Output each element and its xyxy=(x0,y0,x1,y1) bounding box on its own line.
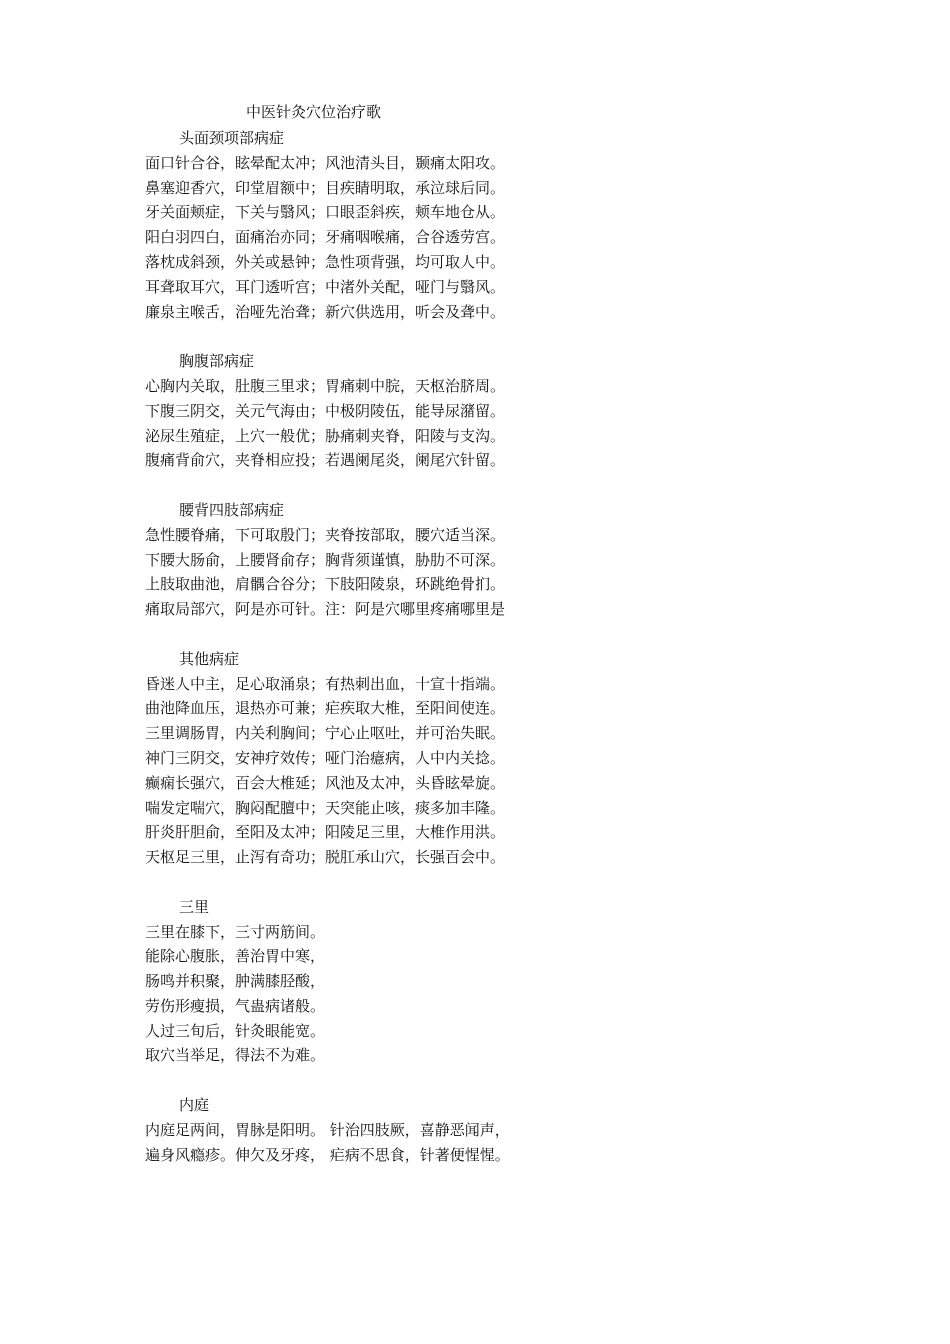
verse-line: 肝炎肝胆俞，至阳及太冲；阳陵足三里，大椎作用洪。 xyxy=(145,823,506,842)
document-title: 中医针灸穴位治疗歌 xyxy=(246,103,382,121)
section-neiting xyxy=(145,1093,845,1167)
verse-line: 癫痫长强穴，百会大椎延；风池及太冲，头昏眩晕旋。 xyxy=(145,773,506,792)
verse-line: 内庭足两间，胃脉是阳明。 针治四肢厥，喜静恶闻声， xyxy=(145,1120,510,1139)
verse-line: 心胸内关取，肚腹三里求；胃痛刺中脘，天枢治脐周。 xyxy=(145,376,506,395)
section-spacer xyxy=(145,1068,845,1093)
section-other-conditions xyxy=(145,647,845,870)
verse-line: 下腰大肠俞，上腰肾俞存；胸背须谨慎，胁肋不可深。 xyxy=(145,550,506,569)
verse-line: 面口针合谷，眩晕配太冲；风池清头目，颞痛太阳攻。 xyxy=(145,153,506,172)
section-chest-abdomen xyxy=(145,349,845,473)
section-heading: 头面颈项部病症 xyxy=(179,129,285,147)
verse-line: 昏迷人中主，足心取涌泉；有热刺出血，十宣十指端。 xyxy=(145,674,506,693)
verse-line: 下腹三阴交，关元气海由；中极阴陵伍，能导尿潴留。 xyxy=(145,401,506,420)
verse-line: 鼻塞迎香穴，印堂眉额中；目疾睛明取，承泣球后同。 xyxy=(145,178,506,197)
verse-line: 急性腰脊痛，下可取殷门；夹脊按部取，腰穴适当深。 xyxy=(145,525,506,544)
section-spacer xyxy=(145,622,845,647)
verse-line: 阳白羽四白，面痛治亦同；牙痛咽喉痛，合谷透劳宫。 xyxy=(145,228,506,247)
verse-line: 牙关面颊症，下关与翳风；口眼歪斜疾，颊车地仓从。 xyxy=(145,203,506,222)
document-body xyxy=(145,126,845,1167)
verse-line: 耳聋取耳穴，耳门透听宫；中渚外关配，哑门与翳风。 xyxy=(145,277,506,296)
verse-line: 痛取局部穴，阿是亦可针。注：阿是穴哪里疼痛哪里是 xyxy=(145,600,506,619)
section-spacer xyxy=(145,324,845,349)
verse-line: 上肢取曲池，肩髃合谷分；下肢阳陵泉，环跳绝骨扪。 xyxy=(145,575,506,594)
verse-line: 腹痛背俞穴，夹脊相应投；若遇阑尾炎，阑尾穴针留。 xyxy=(145,451,506,470)
section-heading: 内庭 xyxy=(179,1096,210,1115)
section-heading: 胸腹部病症 xyxy=(179,352,255,371)
verse-line: 劳伤形瘦损，气蛊病诸般。 xyxy=(145,996,326,1015)
section-sanli xyxy=(145,895,845,1069)
section-back-limbs xyxy=(145,498,845,622)
verse-line: 泌尿生殖症，上穴一般优；胁痛刺夹脊，阳陵与支沟。 xyxy=(145,426,506,445)
section-heading: 三里 xyxy=(179,897,210,916)
section-heading: 其他病症 xyxy=(179,649,240,668)
verse-line: 取穴当举足，得法不为难。 xyxy=(145,1046,326,1065)
verse-line: 三里在膝下，三寸两筋间。 xyxy=(145,922,326,941)
verse-line: 三里调肠胃，内关利胸间；宁心止呕吐，并可治失眠。 xyxy=(145,724,506,743)
section-spacer xyxy=(145,473,845,498)
verse-line: 神门三阴交，安神疗效传；哑门治癔病，人中内关捻。 xyxy=(145,748,506,767)
verse-line: 能除心腹胀，善治胃中寒， xyxy=(145,947,326,966)
verse-line: 肠鸣并积聚，肿满膝胫酸， xyxy=(145,972,326,991)
verse-line: 遍身风瘾疹。伸欠及牙疼， 疟病不思食，针著便惺惺。 xyxy=(145,1145,510,1164)
verse-line: 人过三旬后，针灸眼能宽。 xyxy=(145,1021,326,1040)
section-spacer xyxy=(145,870,845,895)
verse-line: 曲池降血压，退热亦可兼；疟疾取大椎，至阳间使连。 xyxy=(145,699,506,718)
verse-line: 天枢足三里，止泻有奇功；脱肛承山穴，长强百会中。 xyxy=(145,848,506,867)
verse-line: 廉泉主喉舌，治哑先治聋；新穴供选用，听会及聋中。 xyxy=(145,302,506,321)
section-head-face-neck xyxy=(145,126,845,324)
verse-line: 落枕成斜颈，外关或悬钟；急性项背强，均可取人中。 xyxy=(145,252,506,271)
section-heading: 腰背四肢部病症 xyxy=(179,500,285,519)
verse-line: 喘发定喘穴，胸闷配膻中；天突能止咳，痰多加丰隆。 xyxy=(145,798,506,817)
